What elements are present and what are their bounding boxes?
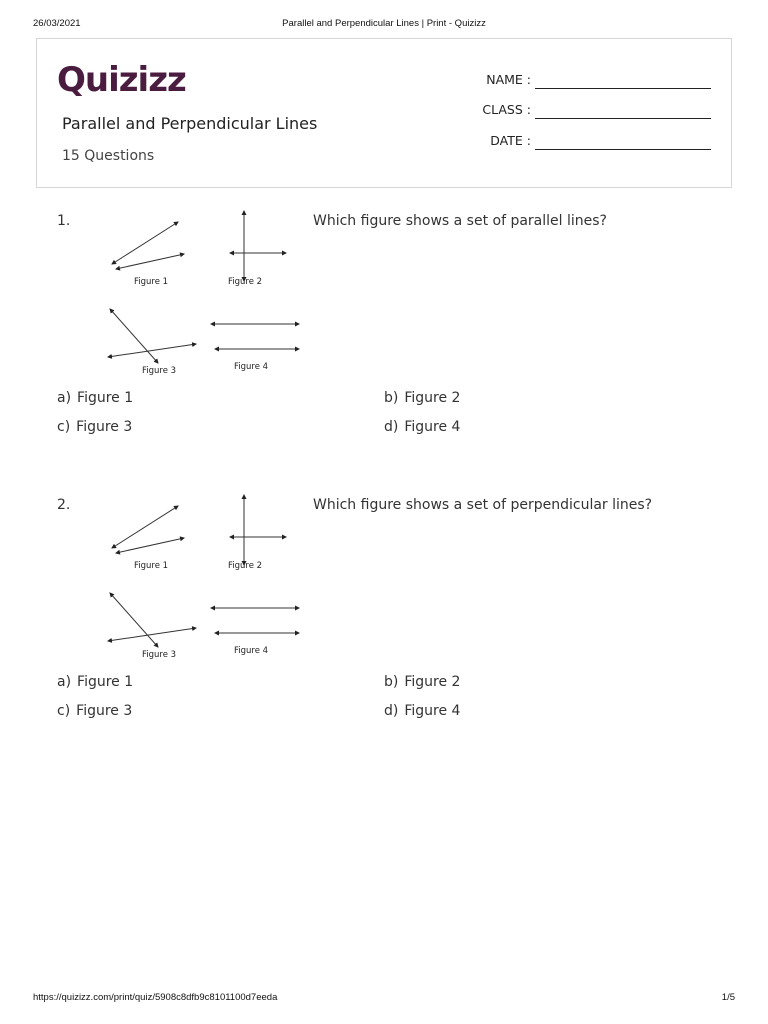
print-page-title: Parallel and Perpendicular Lines | Print - Quizizz	[282, 18, 486, 29]
option-text: Figure 1	[77, 674, 134, 690]
question-2	[0, 497, 768, 757]
print-header	[0, 18, 768, 32]
option-a[interactable]	[57, 390, 133, 406]
print-date: 26/03/2021	[33, 18, 81, 29]
date-label: DATE :	[490, 133, 531, 148]
figure-3-label: Figure 3	[142, 366, 177, 375]
name-label: NAME :	[486, 72, 531, 87]
figure-4-drawing	[211, 608, 299, 633]
option-text: Figure 2	[404, 390, 461, 406]
question-count: 15 Questions	[62, 148, 155, 164]
lines-figure	[104, 205, 304, 375]
figure-2-drawing	[230, 211, 286, 281]
quiz-header-card	[36, 38, 732, 188]
question-1	[0, 213, 768, 473]
option-c[interactable]	[57, 419, 132, 435]
figure-1-drawing	[112, 222, 184, 269]
option-letter: a)	[57, 390, 72, 406]
question-text: Which figure shows a set of parallel lines?	[313, 213, 607, 229]
print-footer	[0, 992, 768, 1006]
option-c[interactable]	[57, 703, 132, 719]
lines-figure	[104, 489, 304, 659]
option-text: Figure 3	[76, 419, 133, 435]
figure-2-label: Figure 2	[228, 277, 263, 287]
option-text: Figure 1	[77, 390, 134, 406]
option-text: Figure 4	[404, 703, 461, 719]
option-b[interactable]	[384, 390, 460, 406]
option-text: Figure 3	[76, 703, 133, 719]
figure-3-drawing	[108, 593, 196, 647]
figure-4-label: Figure 4	[234, 646, 269, 656]
option-a[interactable]	[57, 674, 133, 690]
figure-1-label: Figure 1	[134, 277, 169, 287]
figure-4-drawing	[211, 324, 299, 349]
figure-3-drawing	[108, 309, 196, 363]
figure-2-label: Figure 2	[228, 561, 263, 571]
option-d[interactable]	[384, 419, 460, 435]
option-letter: c)	[57, 419, 71, 435]
figure-4-label: Figure 4	[234, 362, 269, 372]
name-line	[535, 88, 711, 89]
option-letter: c)	[57, 703, 71, 719]
class-label: CLASS :	[482, 102, 531, 117]
page-number: 1/5	[721, 992, 735, 1003]
question-number: 2.	[57, 497, 71, 513]
figure-2-drawing	[230, 495, 286, 565]
option-text: Figure 4	[404, 419, 461, 435]
date-line	[535, 149, 711, 150]
print-url: https://quizizz.com/print/quiz/5908c8dfb9c8101100d7eeda	[33, 992, 278, 1003]
class-line	[535, 118, 711, 119]
option-b[interactable]	[384, 674, 460, 690]
name-field[interactable]	[457, 72, 717, 92]
option-letter: d)	[384, 703, 399, 719]
option-text: Figure 2	[404, 674, 461, 690]
question-number: 1.	[57, 213, 71, 229]
option-letter: b)	[384, 390, 399, 406]
figure-3-label: Figure 3	[142, 650, 177, 659]
date-field[interactable]	[457, 133, 717, 153]
figure-1-drawing	[112, 506, 184, 553]
svg-text:Quizizz: Quizizz	[57, 60, 186, 100]
question-text: Which figure shows a set of perpendicular lines?	[313, 497, 653, 513]
class-field[interactable]	[457, 102, 717, 122]
option-letter: a)	[57, 674, 72, 690]
option-d[interactable]	[384, 703, 460, 719]
option-letter: b)	[384, 674, 399, 690]
quizizz-logo	[57, 57, 197, 101]
quiz-title: Parallel and Perpendicular Lines	[62, 114, 318, 133]
option-letter: d)	[384, 419, 399, 435]
figure-1-label: Figure 1	[134, 561, 169, 571]
